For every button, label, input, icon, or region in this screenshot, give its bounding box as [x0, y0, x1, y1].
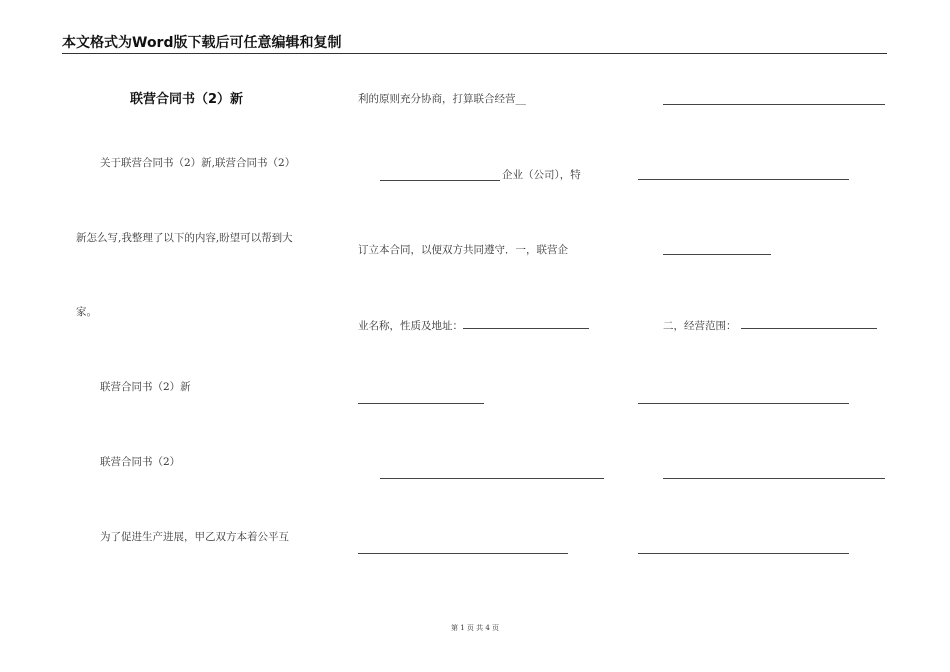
paragraph-line: [663, 318, 877, 333]
paragraph-line: 家。: [76, 306, 97, 318]
paragraph-line: 利的原则充分协商，打算联合经营__: [358, 93, 526, 105]
page-header: [62, 34, 887, 54]
paragraph-line: 关于联营合同书（2）新,联营合同书（2）: [100, 157, 296, 169]
field-label: 二，经营范围：: [663, 320, 737, 332]
paragraph-line: [358, 318, 589, 333]
paragraph-line: 新怎么写,我整理了以下的内容,盼望可以帮到大: [76, 232, 293, 244]
fill-blank-line: [358, 403, 484, 404]
fill-blank-line: [663, 254, 771, 255]
section-heading: 联营合同书（2）新: [100, 381, 191, 393]
header-title: 本文格式为Word版下载后可任意编辑和复制: [62, 35, 342, 51]
fill-blank-line: [638, 179, 849, 180]
fill-blank-line: [663, 104, 885, 105]
fill-blank-line: [638, 553, 849, 554]
contract-title: 联营合同书（2）: [100, 456, 181, 468]
fill-blank-line: [663, 478, 885, 479]
field-label: 业名称，性质及地址：: [358, 320, 463, 332]
paragraph-line: 为了促进生产进展，甲乙双方本着公平互: [100, 531, 289, 543]
fill-blank-line: [741, 318, 877, 329]
paragraph-line: 企业（公司），特: [502, 169, 581, 181]
fill-blank-line: [358, 553, 568, 554]
fill-blank-line: [380, 478, 604, 479]
fill-blank-line: [638, 403, 849, 404]
fill-blank-line: [463, 318, 589, 329]
page-number: 第 1 页 共 4 页: [450, 624, 500, 632]
document-title: 联营合同书（2）新: [130, 92, 244, 107]
fill-blank-line: [380, 180, 500, 181]
paragraph-line: 订立本合同，以便双方共同遵守．一，联营企: [358, 244, 568, 256]
